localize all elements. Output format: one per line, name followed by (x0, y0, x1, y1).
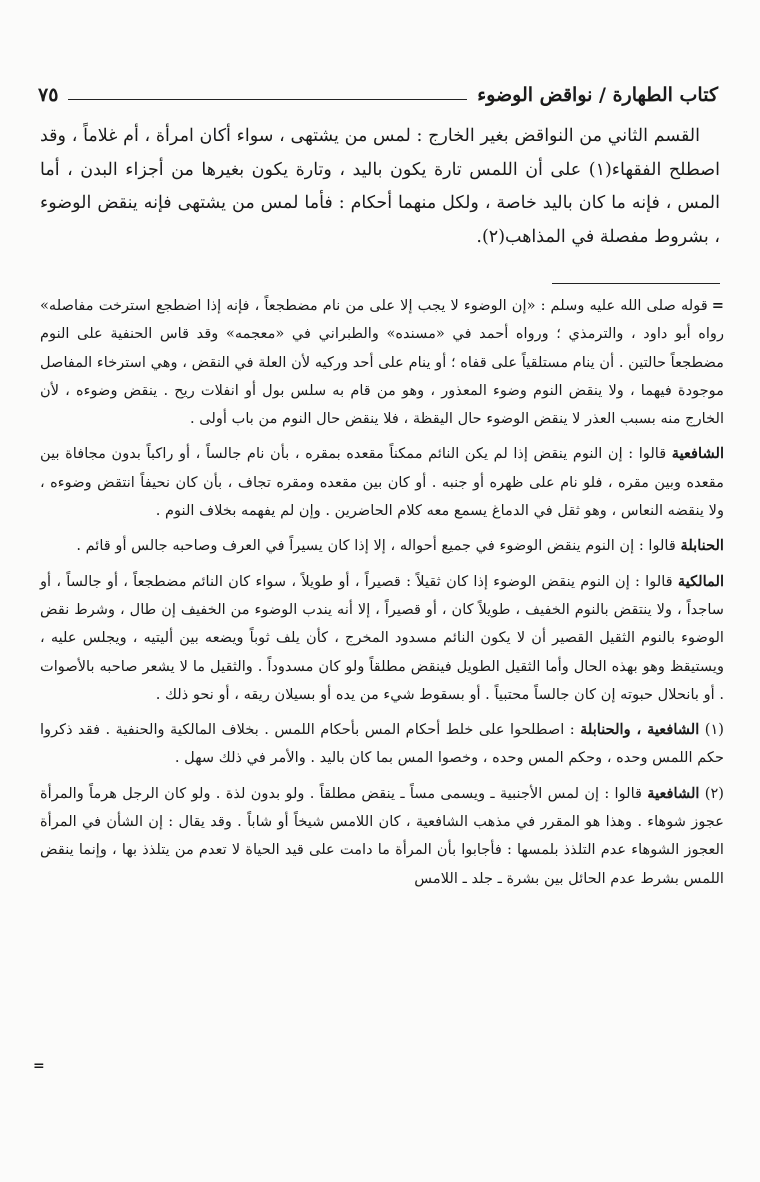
footnote-separator (552, 283, 720, 284)
footnote-1 (40, 716, 724, 773)
hadith-note-text: قوله صلى الله عليه وسلم : «إن الوضوء لا يجب إلا على من نام مضطجعاً ، فإنه إذا اضطجع استرخت مفاصله» رواه أبو داود ، والترمذي ؛ ورواه أحمد في «مسنده» والطبراني في «معجمه» وقد قاس الحنفية على النوم مضطجعاً حالتين . أن ينام مستلقياً على قفاه ؛ أو ينام على أحد وركيه لأن العلة في النقض ، وهي استرخاء المفاصل موجودة فيهما ، ولا ينقض النوم وضوء المعذور ، وهو من قام به سلس بول أو انفلات ريح . ينقض وضوءه ، لأن الخارج منه بسبب العذر لا ينقض الوضوء حال اليقظة ، فلا ينقض حال النوم من باب أولى . (40, 297, 724, 428)
running-title: كتاب الطهارة / نواقض الوضوء (477, 84, 718, 106)
footnotes (40, 292, 724, 900)
running-header (38, 76, 718, 106)
footnote-1-label: الشافعية ، والحنابلة (580, 721, 700, 739)
page-end-continuation-mark: = (33, 1058, 45, 1074)
main-text (40, 120, 720, 254)
page-number: ٧٥ (38, 84, 59, 106)
footnote-1-text: : اصطلحوا على خلط أحكام المس بأحكام اللمس . بخلاف المالكية والحنفية . فقد ذكروا حكم اللمس وحده ، وحكم المس وحده ، وخصوا المس بما كان باليد . والأمر في ذلك سهل . (40, 721, 724, 767)
hanbali-text: قالوا : إن النوم ينقض الوضوء في جميع أحواله ، إلا إذا كان يسيراً في العرف وصاحبه جالس أو قائم . (76, 537, 681, 555)
footnote-shafii (40, 440, 724, 525)
shafii-text: قالوا : إن النوم ينقض إذا لم يكن النائم ممكناً مقعده بمقره ، بأن نام جالساً ، أو راكباً بدون مجافاة بين مقعده وبين مقره ، فلو نام على ظهره أو جنبه . أو كان بين مقعده ومقره تجاف ، بأن كان نحيفاً انتقض وضوءه ، ولا ينقضه النعاس ، وهو ثقل في الدماغ يسمع معه كلام الحاضرين . وإن لم يفهمه بخلاف النوم . (40, 445, 724, 520)
header-rule (68, 99, 467, 100)
footnote-2 (40, 780, 724, 893)
footnote-hanbali (40, 532, 724, 560)
continuation-mark: = (711, 297, 724, 314)
footnote-1-number: (١) (699, 721, 724, 739)
school-label-maliki: المالكية (677, 572, 724, 590)
footnote-2-label: الشافعية (647, 784, 700, 802)
footnote-2-text: قالوا : إن لمس الأجنبية ـ ويسمى مساً ـ ينقض مطلقاً . ولو بدون لذة . ولو كان الرجل هرماً والمرأة عجوز شوهاء . وهذا هو المقرر في مذهب الشافعية ، كان اللامس شيخاً أو شاباً . وقد يقال : إن الشأن في المرأة العجوز الشوهاء عدم التلذذ بلمسها : فأجابوا بأن المرأة ما دامت على قيد الحياة لا تعدم من يتلذذ بها ، وإنما ينقض اللمس بشرط عدم الحائل بين بشرة ـ جلد ـ اللامس (40, 784, 724, 887)
footnote-hadith (40, 292, 724, 433)
school-label-shafii: الشافعية (671, 445, 724, 463)
main-paragraph: القسم الثاني من النواقض بغير الخارج : لمس من يشتهى ، سواء أكان امرأة ، أم غلاماً ، وقد اصطلح الفقهاء(١) على أن اللمس تارة يكون باليد ، وتارة يكون بغيرها من أجزاء البدن ، أما المس ، فإنه ما كان باليد خاصة ، ولكل منهما أحكام : فأما لمس من يشتهى فإنه ينقض الوضوء ، بشروط مفصلة في المذاهب(٢). (40, 126, 720, 247)
school-label-hanbali: الحنابلة (680, 537, 724, 555)
footnote-maliki (40, 568, 724, 709)
maliki-text: قالوا : إن النوم ينقض الوضوء إذا كان ثقيلاً : قصيراً ، أو طويلاً ، سواء كان النائم مضطجعاً ، أو جالساً ، أو ساجداً ، ولا ينتقض بالنوم الخفيف ، طويلاً كان ، أو قصيراً ، إلا أنه يندب الوضوء من الخفيف إن طال ، وشرط نقض الوضوء بالنوم الثقيل القصير أن لا يكون النائم مسدود المخرج ، كأن يلف ثوباً ويضعه بين أليتيه ، ويجلس عليه ، ويستيقظ وهو بهذه الحال وأما الثقيل الطويل فينقض مطلقاً ولو كان مسدوداً . والثقيل ما لا يشعر صاحبه بالأصوات . أو بانحلال حبوته إن كان جالساً محتبياً . أو بسقوط شيء من يده أو بسيلان ريقه ، أو نحو ذلك . (40, 572, 724, 703)
footnote-2-number: (٢) (699, 784, 724, 802)
